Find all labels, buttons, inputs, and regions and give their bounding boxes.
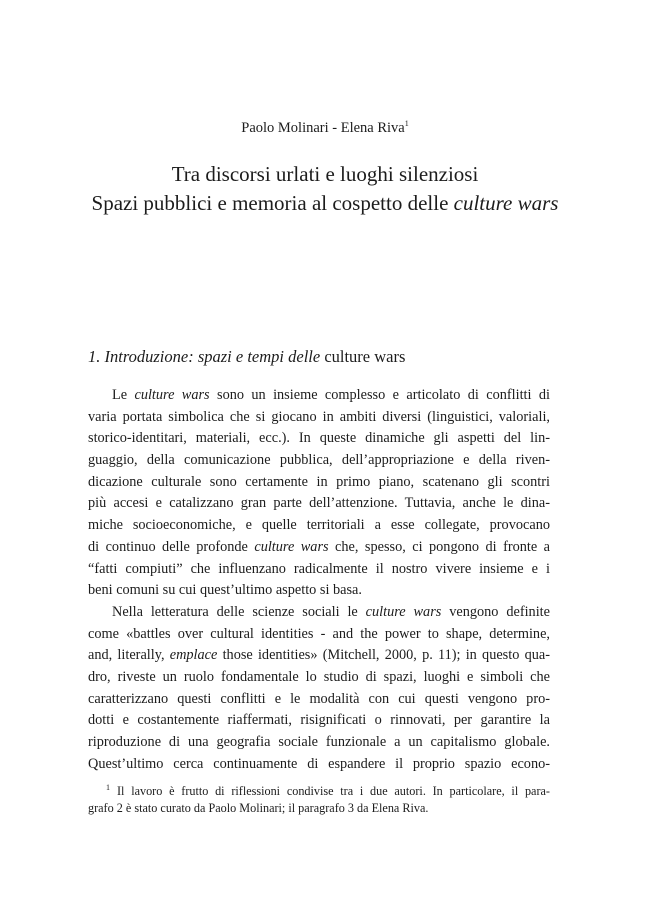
text-line: beni comuni su cui quest’ultimo aspetto si basa.: [88, 582, 362, 599]
text-line: più accesi e catalizzano gran parte dell’attenzione. Tuttavia, anche le dina-: [88, 495, 550, 512]
author-names: Paolo Molinari - Elena Riva: [241, 120, 405, 136]
title-line-2: [0, 189, 650, 218]
text-line: miche socioeconomiche, e quelle territoriali a esse collegate, provocano: [88, 517, 550, 534]
text-line: [88, 385, 550, 407]
section-heading: [88, 346, 558, 368]
title-line-2-text: Spazi pubblici e memoria al cospetto delle: [91, 191, 454, 215]
text-line: varia portata simbolica che si giocano in ambiti diversi (linguistici, valoriali,: [88, 408, 550, 425]
text-line: dro, riveste un ruolo fondamentale lo studio di spazi, luoghi e simboli che: [88, 668, 550, 685]
body-text: [88, 385, 550, 775]
footnote-text: Il lavoro è frutto di riflessioni condivise tra i due autori. In particolare, il para-: [117, 784, 550, 798]
section-heading-roman: culture wars: [320, 347, 406, 366]
text-run: and, literally,: [88, 647, 170, 664]
text-run: che, spesso, ci pongono di fronte a: [328, 538, 550, 555]
paragraph-1: [88, 385, 550, 602]
chapter-title: [0, 160, 650, 218]
italic-run: emplace: [169, 647, 218, 664]
author-footnote-marker: 1: [404, 119, 409, 128]
text-line: [88, 537, 550, 559]
text-run: those identities» (Mitchell, 2000, p. 11); in questo qua-: [217, 647, 550, 664]
text-line: dotti e costantemente riaffermati, risignificati o rinnovati, per garantire la: [88, 712, 550, 729]
text-line: [88, 645, 550, 667]
text-line: dicazione culturale sono certamente in primo piano, scatenano gli scontri: [88, 473, 550, 490]
text-line: caratterizzano questi conflitti e le modalità con cui questi vengono pro-: [88, 690, 550, 707]
text-line: riproduzione di una geografia sociale funzionale a un capitalismo globale.: [88, 734, 550, 750]
section-heading-italic: 1. Introduzione: spazi e tempi delle: [88, 347, 321, 366]
text-line: storico-identitari, materiali, ecc.). In queste dinamiche gli aspetti del lin-: [88, 430, 550, 447]
title-line-2-italic: culture wars: [453, 191, 559, 215]
text-run: di continuo delle profonde: [88, 538, 255, 555]
text-line: come «battles over cultural identities - and the power to shape, determine,: [88, 625, 550, 642]
text-line: guaggio, della comunicazione pubblica, dell’appropriazione e della riven-: [88, 452, 550, 469]
footnote-marker: 1: [106, 783, 110, 792]
text-line: Quest’ultimo cerca continuamente di espandere il proprio spazio econo-: [88, 755, 550, 772]
text-run: sono un insieme complesso e articolato di conflitti di: [209, 387, 550, 403]
italic-run: culture wars: [365, 603, 442, 620]
text-line: “fatti compiuti” che influenzano radicalmente il nostro vivere insieme e i: [88, 560, 550, 577]
paragraph-2: [88, 602, 550, 776]
italic-run: culture wars: [134, 387, 210, 403]
text-run: Le: [112, 387, 135, 403]
footnote-line: grafo 2 è stato curato da Paolo Molinari; il paragrafo 3 da Elena Riva.: [88, 801, 429, 815]
text-line: [88, 602, 550, 624]
title-line-1: Tra discorsi urlati e luoghi silenziosi: [171, 162, 479, 186]
italic-run: culture wars: [254, 538, 329, 555]
text-run: Nella letteratura delle scienze sociali le: [112, 603, 366, 620]
footnote-line: [88, 778, 550, 798]
text-run: vengono definite: [441, 603, 550, 620]
author-line: [0, 114, 650, 138]
footnote: [88, 778, 550, 818]
